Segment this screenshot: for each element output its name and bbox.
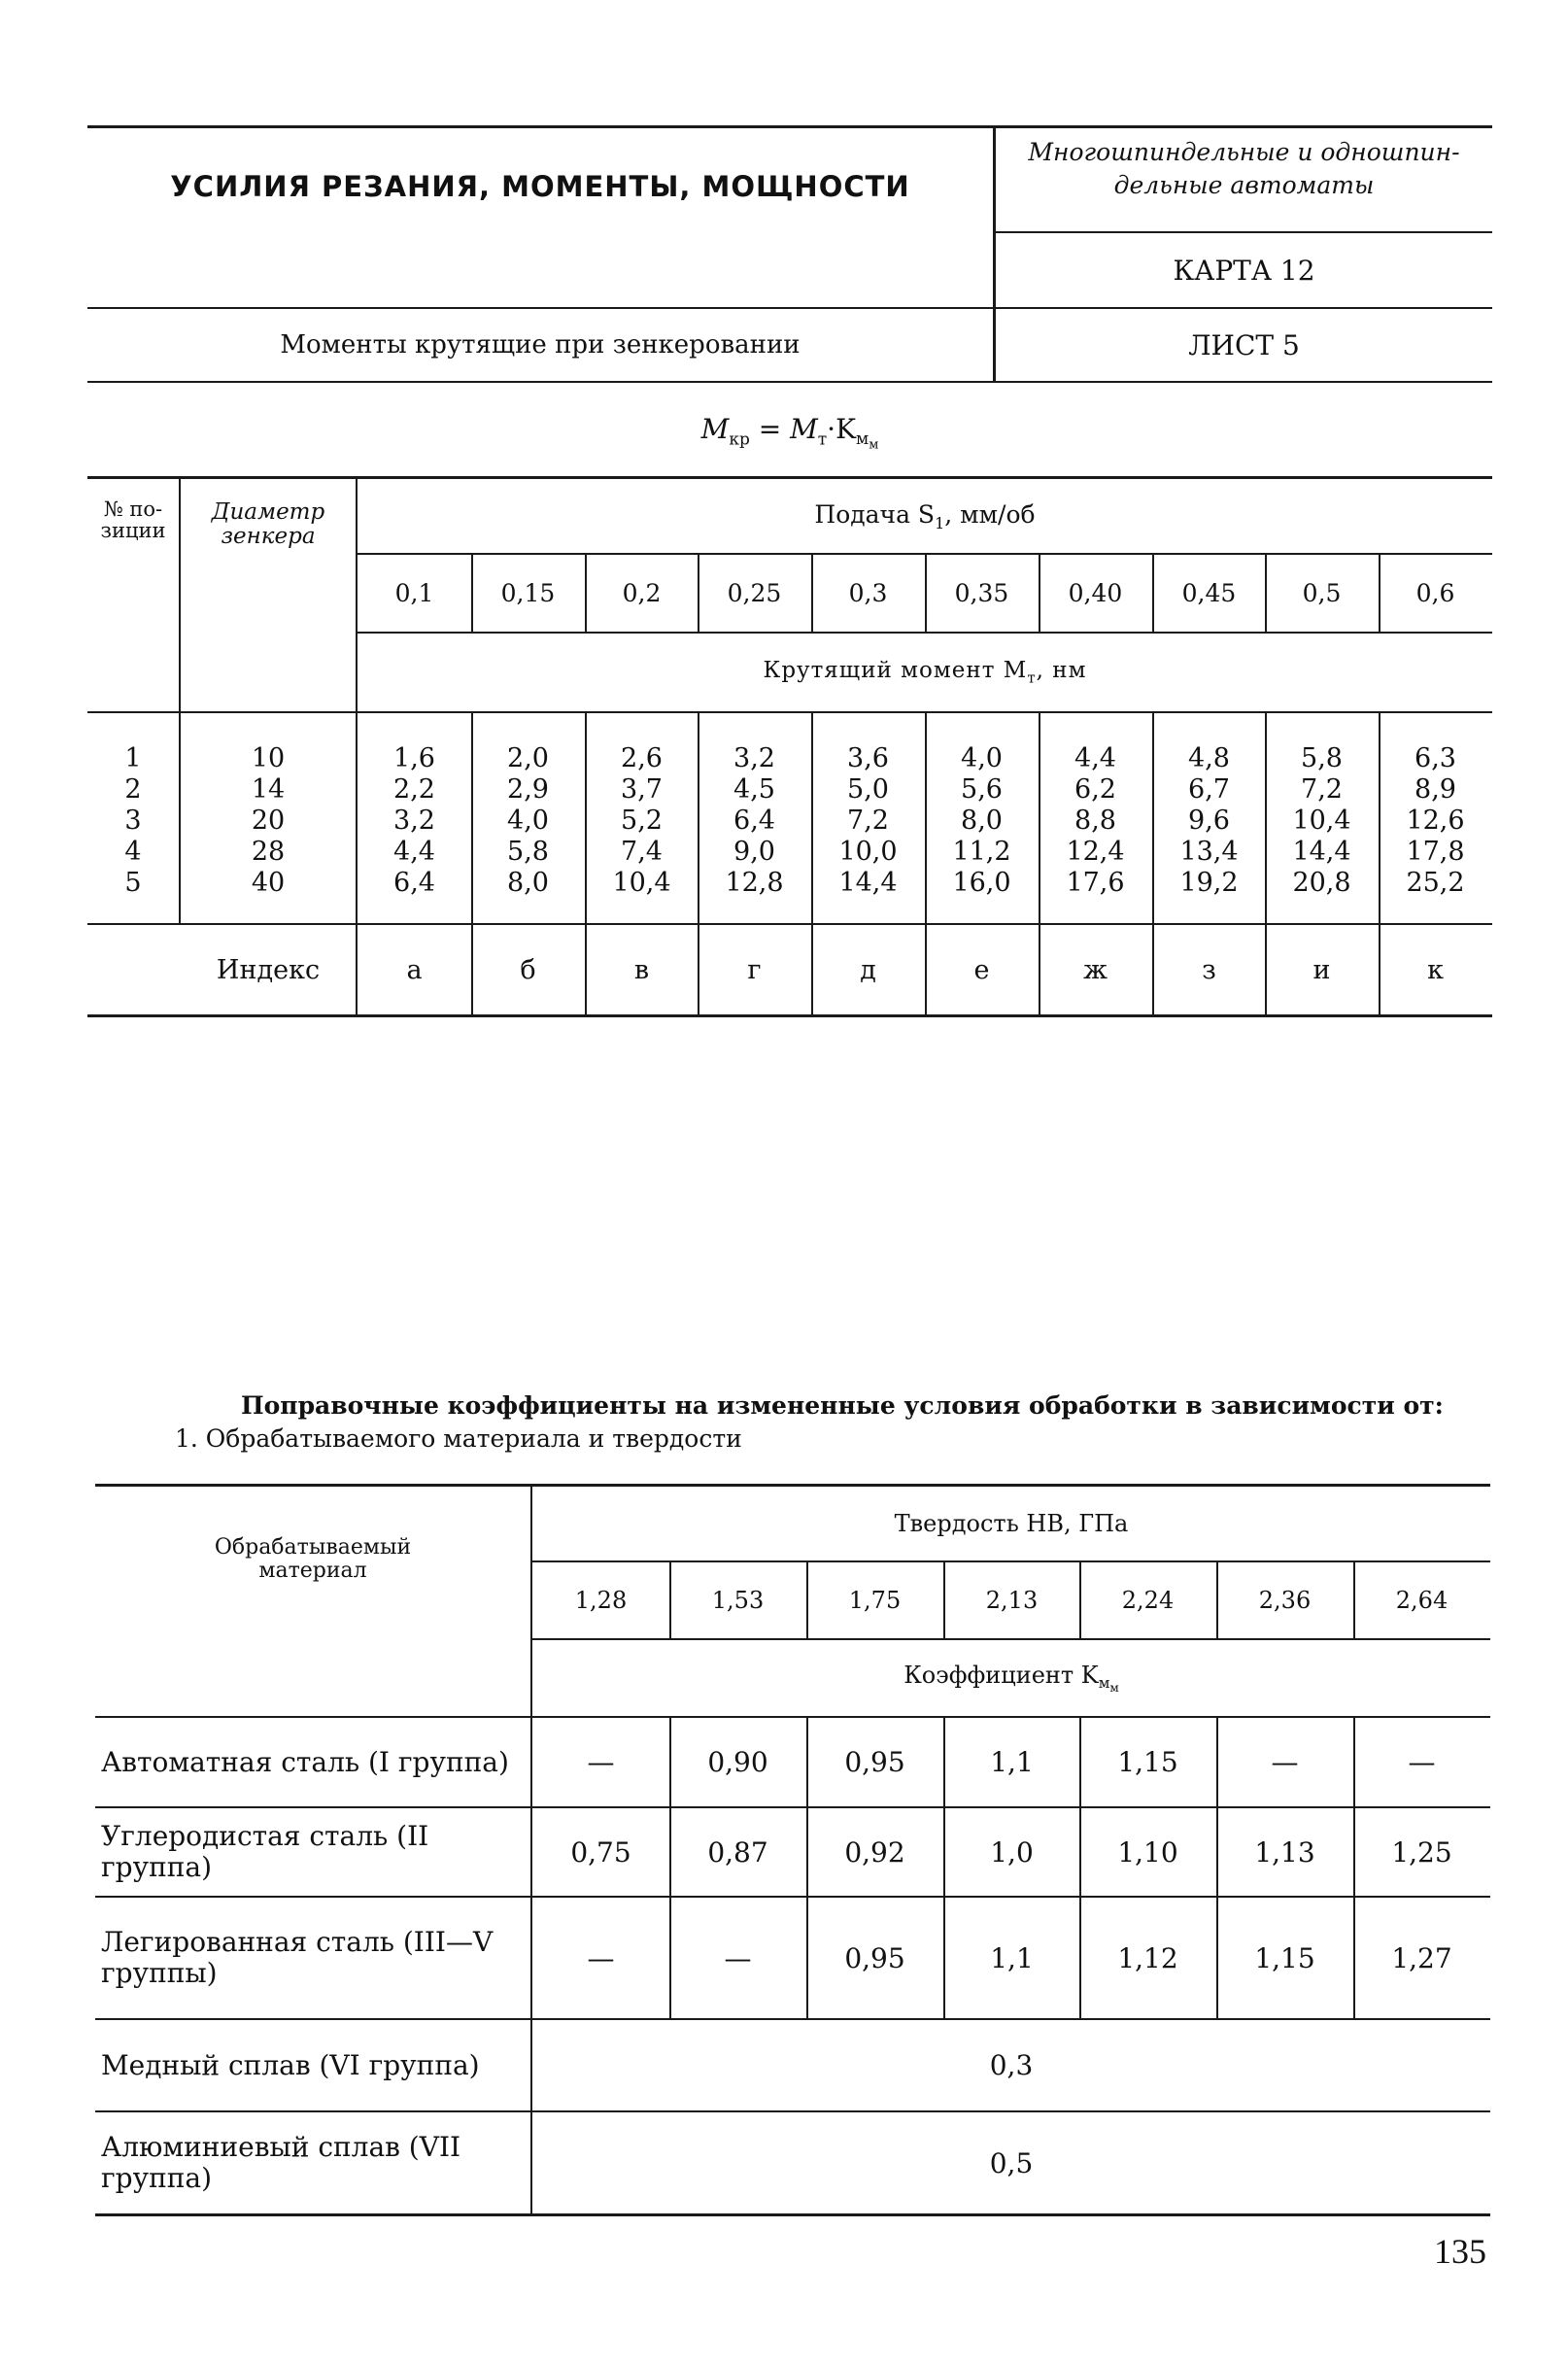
coefficient-value: 1,12 <box>1117 1941 1178 1974</box>
torque-value: 5,6 <box>961 774 1003 805</box>
coefficient-header <box>532 1640 1490 1716</box>
formula-k-subsub: м <box>869 437 879 453</box>
hardness-value: 2,36 <box>1258 1587 1312 1614</box>
torque-value: 20,8 <box>1292 868 1351 898</box>
sheet-number: ЛИСТ 5 <box>1188 328 1300 361</box>
feed-value: 0,3 <box>848 579 888 607</box>
coefficient-value: 1,15 <box>1117 1746 1178 1778</box>
formula-m-t: M <box>790 412 818 445</box>
corrections-subheading: 1. Обрабатываемого материала и твердости <box>175 1424 742 1453</box>
material-name: Медный сплав (VI группа) <box>101 2048 480 2081</box>
diameter-value: 20 <box>251 806 286 836</box>
index-letter: и <box>1312 954 1331 985</box>
torque-value: 6,4 <box>733 806 775 836</box>
diameter-value: 40 <box>251 868 286 898</box>
torque-value: 2,6 <box>621 743 663 773</box>
coefficient-value: — <box>1408 1746 1436 1778</box>
torque-value: 25,2 <box>1406 868 1465 898</box>
torque-value: 3,6 <box>847 743 889 773</box>
torque-column <box>471 743 585 899</box>
column-header-position: № по- зиции <box>100 497 166 542</box>
torque-value: 14,4 <box>1292 837 1351 867</box>
torque-value: 3,7 <box>621 774 663 805</box>
torque-value: 2,0 <box>507 743 549 773</box>
torque-unit: , нм <box>1036 658 1087 684</box>
hardness-value: 2,64 <box>1395 1587 1449 1614</box>
torque-value: 7,2 <box>1301 774 1343 805</box>
index-letter: з <box>1202 954 1216 985</box>
torque-value: 3,2 <box>393 806 435 836</box>
torque-value: 10,0 <box>838 837 898 867</box>
torque-value: 19,2 <box>1179 868 1239 898</box>
formula-m-kr-sub: кр <box>729 429 750 450</box>
coefficient-value: 1,13 <box>1254 1835 1315 1869</box>
torque-value: 10,4 <box>1292 806 1351 836</box>
index-letter: а <box>406 954 423 985</box>
torque-value: 11,2 <box>952 837 1011 867</box>
torque-formula <box>87 398 1492 466</box>
position-number: 3 <box>124 806 142 836</box>
torque-value: 5,8 <box>507 837 549 867</box>
diameter-value: 28 <box>251 837 286 867</box>
torque-value: 17,8 <box>1406 837 1465 867</box>
formula-m-t-sub: т <box>817 429 828 450</box>
coefficient-sub: м <box>1098 1674 1110 1693</box>
torque-value: 2,2 <box>393 774 435 805</box>
torque-value: 4,0 <box>507 806 549 836</box>
torque-value: 4,8 <box>1188 743 1230 773</box>
position-number: 2 <box>124 774 142 805</box>
torque-column <box>698 743 811 899</box>
torque-column <box>358 743 471 899</box>
torque-value: 10,4 <box>612 868 671 898</box>
page-number: 135 <box>1434 2232 1486 2271</box>
torque-value: 2,9 <box>507 774 549 805</box>
feed-label: Подача S <box>814 499 936 529</box>
torque-value: 7,2 <box>847 806 889 836</box>
coefficient-value: — <box>587 1746 615 1778</box>
feed-value: 0,1 <box>394 579 434 607</box>
feed-value: 0,15 <box>500 579 556 607</box>
feed-value: 0,25 <box>727 579 782 607</box>
feed-value: 0,45 <box>1181 579 1237 607</box>
index-letter: к <box>1427 954 1444 985</box>
section-subtitle: Моменты крутящие при зенкеровании <box>280 330 801 360</box>
coefficient-value: 1,0 <box>990 1835 1034 1869</box>
torque-column <box>811 743 925 899</box>
torque-value: 8,0 <box>507 868 549 898</box>
coefficient-value: 1,27 <box>1391 1941 1452 1974</box>
torque-column <box>925 743 1039 899</box>
torque-value: 14,4 <box>838 868 898 898</box>
torque-header <box>358 634 1492 711</box>
torque-value: 6,2 <box>1074 774 1116 805</box>
torque-value: 8,9 <box>1415 774 1456 805</box>
column-header-material: Обрабатываемый материал <box>214 1535 412 1583</box>
torque-value: 3,2 <box>733 743 775 773</box>
index-letter: е <box>973 954 990 985</box>
torque-value: 8,8 <box>1074 806 1116 836</box>
torque-value: 4,5 <box>733 774 775 805</box>
coefficient-value: 1,15 <box>1254 1941 1315 1974</box>
coefficient-value: 0,95 <box>844 1746 905 1778</box>
torque-value: 7,4 <box>621 837 663 867</box>
torque-column <box>1265 743 1379 899</box>
formula-dot: · <box>827 412 836 445</box>
torque-value: 6,4 <box>393 868 435 898</box>
torque-value: 9,0 <box>733 837 775 867</box>
coefficient-value: — <box>1271 1746 1299 1778</box>
formula-m-kr: M <box>700 412 730 445</box>
index-letter: г <box>747 954 762 985</box>
material-name: Легированная сталь (III—V группы) <box>101 1926 494 1989</box>
coefficient-value: 0,90 <box>707 1746 768 1778</box>
torque-column <box>1379 743 1492 899</box>
torque-value: 17,6 <box>1066 868 1125 898</box>
machine-type-line-2: дельные автоматы <box>1113 171 1375 199</box>
hardness-value: 2,24 <box>1121 1587 1175 1614</box>
position-number: 4 <box>124 837 142 867</box>
coefficient-value: 1,1 <box>990 1941 1034 1974</box>
formula-k: K <box>835 412 856 445</box>
torque-value: 5,2 <box>621 806 663 836</box>
torque-value: 12,8 <box>725 868 784 898</box>
torque-value: 4,4 <box>393 837 435 867</box>
torque-sub: т <box>1027 669 1037 687</box>
coefficient-value: — <box>724 1941 752 1974</box>
coefficient-value: 1,1 <box>990 1746 1034 1778</box>
coefficient-value: 1,25 <box>1391 1835 1452 1869</box>
diameter-value: 10 <box>251 743 286 773</box>
coefficient-value: 1,10 <box>1117 1835 1178 1869</box>
feed-header <box>358 479 1492 553</box>
hardness-header: Твердость HB, ГПа <box>894 1510 1129 1537</box>
formula-eq: = <box>749 412 791 445</box>
torque-value: 16,0 <box>952 868 1011 898</box>
formula-k-sub: м <box>856 429 869 450</box>
machine-type <box>996 136 1492 202</box>
corrections-heading: Поправочные коэффициенты на измененные условия обработки в зависимости от: <box>241 1391 1444 1420</box>
feed-value: 0,2 <box>622 579 662 607</box>
hardness-value: 1,75 <box>848 1587 902 1614</box>
hardness-value: 2,13 <box>985 1587 1039 1614</box>
torque-value: 6,3 <box>1415 743 1456 773</box>
torque-value: 1,6 <box>393 743 435 773</box>
coefficient-value: 0,75 <box>570 1835 631 1869</box>
index-label: Индекс <box>216 954 321 985</box>
index-letter: ж <box>1083 954 1108 985</box>
feed-value: 0,6 <box>1415 579 1455 607</box>
index-letter: б <box>520 954 536 985</box>
diameters-column <box>181 743 356 899</box>
coefficient-subsub: м <box>1109 1681 1119 1696</box>
section-title: УСИЛИЯ РЕЗАНИЯ, МОМЕНТЫ, МОЩНОСТИ <box>170 170 910 203</box>
torque-value: 9,6 <box>1188 806 1230 836</box>
torque-value: 12,6 <box>1406 806 1465 836</box>
column-header-diameter: Диаметр зенкера <box>211 499 325 549</box>
feed-value: 0,5 <box>1302 579 1342 607</box>
hardness-value: 1,28 <box>574 1587 628 1614</box>
feed-unit: , мм/об <box>944 499 1036 529</box>
index-letter: д <box>860 954 876 985</box>
torque-column <box>585 743 699 899</box>
torque-value: 12,4 <box>1066 837 1125 867</box>
material-name: Автоматная сталь (I группа) <box>101 1745 509 1778</box>
torque-label: Крутящий момент M <box>763 658 1028 684</box>
coefficient-label: Коэффициент K <box>903 1661 1099 1689</box>
position-number: 5 <box>124 868 142 898</box>
torque-value: 4,4 <box>1074 743 1116 773</box>
coefficient-value: 0,5 <box>989 2146 1034 2179</box>
machine-type-line-1: Многошпиндельные и одношпин- <box>1028 138 1460 166</box>
feed-value: 0,35 <box>954 579 1009 607</box>
positions-column <box>87 743 179 899</box>
feed-value: 0,40 <box>1068 579 1123 607</box>
hardness-value: 1,53 <box>711 1587 765 1614</box>
torque-value: 5,0 <box>847 774 889 805</box>
coefficient-value: 0,95 <box>844 1941 905 1974</box>
coefficient-value: 0,92 <box>844 1835 905 1869</box>
torque-column <box>1152 743 1266 899</box>
coefficient-value: — <box>587 1941 615 1974</box>
position-number: 1 <box>124 743 142 773</box>
torque-value: 8,0 <box>961 806 1003 836</box>
feed-sub: 1 <box>935 513 945 532</box>
index-letter: в <box>633 954 650 985</box>
card-number: КАРТА 12 <box>1173 254 1315 287</box>
torque-value: 5,8 <box>1301 743 1343 773</box>
torque-value: 4,0 <box>961 743 1003 773</box>
torque-value: 13,4 <box>1179 837 1239 867</box>
torque-column <box>1039 743 1152 899</box>
torque-value: 6,7 <box>1188 774 1230 805</box>
diameter-value: 14 <box>251 774 286 805</box>
material-name: Алюминиевый сплав (VII группа) <box>101 2131 461 2194</box>
material-name: Углеродистая сталь (II группа) <box>101 1820 429 1883</box>
coefficient-value: 0,87 <box>707 1835 768 1869</box>
coefficient-value: 0,3 <box>989 2049 1034 2081</box>
